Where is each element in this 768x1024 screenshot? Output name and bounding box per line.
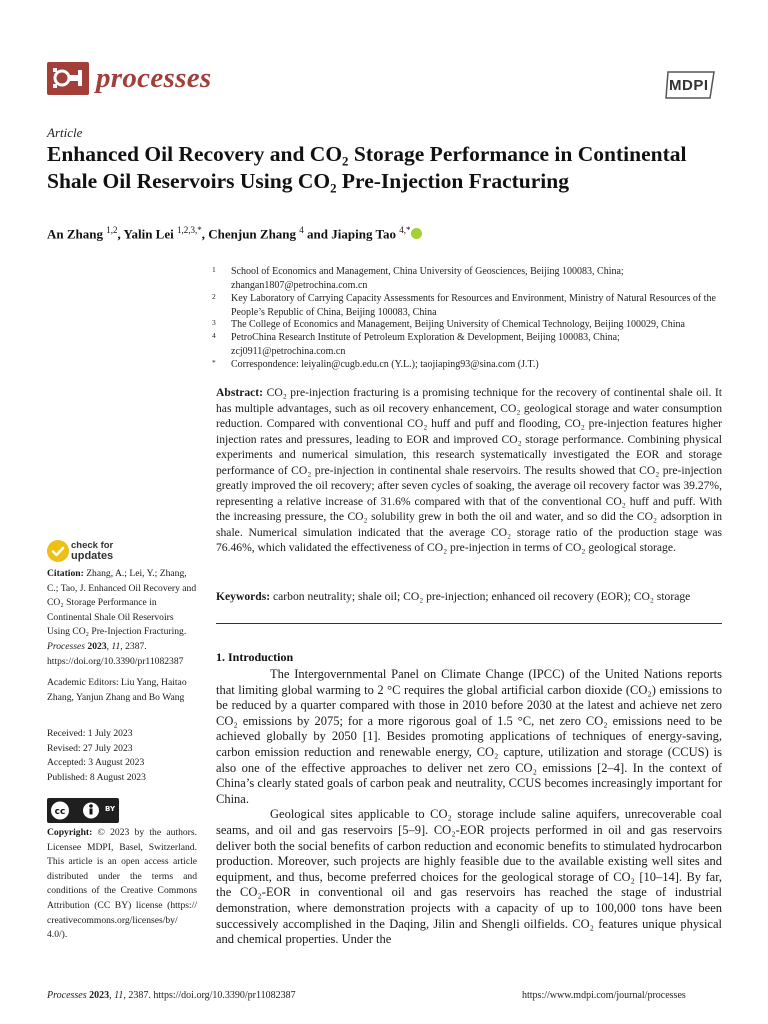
affiliation-text: Key Laboratory of Carrying Capacity Assessments for Resources and Environment, Ministry of Natural Resources of the People’s Republic of China, Beijing 100083, China [231, 293, 716, 318]
date-published: Published: 8 August 2023 [47, 771, 146, 783]
article-type: Article [47, 125, 83, 140]
copyright-text: © 2023 by the authors. Licensee MDPI, Basel, Switzerland. This article is an open access article distributed under the terms and conditions of the Creative Commons Attribution (CC BY) license (https:// creativecommons.org/licenses/by/ 4.0/). [47, 827, 197, 941]
abstract-label: Abstract: [216, 386, 264, 399]
author-separator: , [117, 226, 124, 242]
footer-journal: Processes [47, 990, 87, 1001]
author-affiliation: 1,2 [106, 225, 118, 235]
date-received: Received: 1 July 2023 [47, 728, 133, 739]
affiliation-1 [212, 265, 726, 292]
check-for-updates-icon[interactable] [47, 540, 69, 562]
affiliation-text: School of Economics and Management, China University of Geosciences, Beijing 100083, China; zhangan1807@petrochina.com.cn [231, 266, 624, 291]
affiliation-text: PetroChina Research Institute of Petroleum Exploration & Development, Beijing 100083, China; zcj0911@petrochina.com.cn [231, 332, 620, 357]
orcid-icon[interactable] [411, 228, 422, 239]
affiliation-text: Correspondence: leiyalin@cugb.edu.cn (Y.L.); taojiaping93@sina.com (J.T.) [231, 359, 539, 370]
publisher-name: MDPI [669, 77, 709, 94]
check-line-1: check for [71, 540, 114, 551]
journal-logo [47, 62, 89, 95]
footer-year: 2023 [89, 990, 110, 1001]
date-accepted: Accepted: 3 August 2023 [47, 757, 145, 769]
section-heading: 1. Introduction [216, 650, 294, 664]
author-separator: and [303, 226, 332, 242]
citation-volume: 11 [111, 640, 121, 652]
author-name: Yalin Lei [123, 226, 174, 242]
author-name: Chenjun Zhang [208, 226, 297, 242]
citation-journal: Processes [47, 640, 86, 652]
affiliation-number: 2 [212, 292, 216, 301]
date-revised: Revised: 27 July 2023 [47, 742, 133, 754]
divider [216, 623, 722, 624]
affiliation-number: 3 [212, 318, 216, 327]
author-name: Jiaping Tao [331, 226, 396, 242]
abstract [216, 385, 722, 556]
author-name: An Zhang [47, 226, 103, 242]
author-list [47, 225, 422, 242]
author-affiliation: 4,* [399, 225, 411, 235]
affiliation-text: The College of Economics and Management, Beijing University of Chemical Technology, Beijing 100029, China [231, 319, 685, 330]
affiliation-4 [212, 331, 726, 358]
intro-paragraph-1: The Intergovernmental Panel on Climate Change (IPCC) of the United Nations reports that limiting global warming to 2 °C requires the global artificial carbon dioxide (CO₂) emissions to be reduced by a quarter compared with those in 2010 before 2030 at the latest and achieve net zero CO₂ emissions by 2075; for a more rigorous goal of 1.5 °C, net zero CO₂ emissions need to be achieved globally by 2050 [1]. Besides promoting applications of techniques of energy-saving, carbon emission reduction and renewable energy, CO₂ capture, utilization and storage (CCUS) is also one of the effective approaches to deliver net zero CO₂ emissions [2–4]. In the context of China’s clearly stated goals of carbon peak and neutrality, CCUS becomes increasingly important for China. [216, 667, 722, 806]
svg-text:cc: cc [54, 807, 66, 817]
footer-doi-link[interactable]: , 2387. https://doi.org/10.3390/pr11082387 [123, 990, 296, 1001]
footer-journal-url[interactable]: https://www.mdpi.com/journal/processes [522, 990, 686, 1001]
intro-paragraph-2: Geological sites applicable to CO₂ storage include saline aquifers, unrecoverable coal seams, and oil and gas reservoirs [5–9]. CO₂-EOR projects performed in oil and gas reservoirs deliver both the social benefits of carbon reduction and economic benefits to stimulated hydrocarbon production. Moreover, such projects are highly feasible due to the available existing well sites and equipment, and thus, become preferred choices for the geological storage of CO₂ [10–14]. By far, the CO₂-EOR in conventional oil and gas reservoirs has reached the stage of industrial demonstration, where demonstration projects with a capacity of up to 100,000 tons have been successively accomplished in the Daqing, Jilin and Shengli oilfields. CO₂ features unique physical and chemical properties. Under the [216, 807, 722, 947]
check-for-updates-link[interactable] [71, 541, 113, 561]
affiliation-2 [212, 292, 726, 319]
keywords-label: Keywords: [216, 590, 271, 603]
affiliation-3 [212, 318, 726, 332]
copyright-label: Copyright: [47, 827, 93, 838]
cc-license-icon[interactable] [47, 798, 119, 823]
footer-volume: 11 [114, 990, 124, 1001]
author-separator: , [201, 226, 209, 242]
page-title: Enhanced Oil Recovery and CO₂ Storage Performance in Continental Shale Oil Reservoirs Using CO₂ Pre-Injection Fracturing [47, 142, 687, 193]
journal-name: processes [96, 62, 212, 94]
cc-by-label: BY [105, 805, 116, 813]
abstract-text: CO₂ pre-injection fracturing is a promising technique for the recovery of continental shale oil. It has multiple advantages, such as oil recovery enhancement, CO₂ geological storage and water consumption reduction. Compared with conventional CO₂ huff and puff and flooding, CO₂ pre-injection features higher injection rates and pressures, leading to EOR and improved CO₂ storage performance. Combining physical experiments and numerical simulation, this research systematically investigated the EOR and storage performance of CO₂ pre-injection in continental shale reservoirs. The results showed that CO₂ pre-injection greatly improved the oil recovery; after seven cycles of soaking, the average oil recovery factor was 39.27%, representing a relative increase of 31.6% compared with that of the conventional CO₂ huff and puff. With the increasing pressure, the CO₂ solubility grew in both the oil and water, and so did the CO₂ adsorption in shale. Numerical simulation indicated that the average CO₂ storage ratio of the production stage was 76.46%, which validated the effectiveness of CO₂ pre-injection in terms of CO₂ geological storage. [216, 386, 722, 554]
affiliation-number: 4 [212, 331, 216, 340]
citation-pages[interactable]: , 2387. https://doi.org/10.3390/pr11082387 [47, 640, 184, 667]
copyright-block [47, 826, 197, 943]
keywords [216, 589, 722, 605]
citation-year: 2023 [87, 640, 107, 652]
academic-editors: Academic Editors: Liu Yang, Haitao Zhang, Yanjun Zhang and Bo Wang [47, 677, 187, 703]
intro-body [216, 667, 722, 948]
publication-dates [47, 727, 197, 785]
citation-block: Citation: Zhang, A.; Lei, Y.; Zhang, C.; Tao, J. Enhanced Oil Recovery and CO₂ Storage Performance in Continental Shale Oil Reservoirs Using CO₂ Pre-Injection Fracturing. Processes 2023, 11, 2387. https://doi.org/10.3390/pr11082387 [47, 568, 197, 667]
author-affiliation: 1,2,3,* [177, 225, 202, 235]
affiliation-number: * [212, 358, 216, 367]
author-affiliation: 4 [299, 225, 304, 235]
correspondence [212, 358, 726, 372]
check-line-2: updates [71, 550, 114, 562]
footer-citation: Processes 2023, 11, 2387. https://doi.org/10.3390/pr11082387 [47, 990, 296, 1001]
citation-label: Citation: [47, 568, 84, 579]
citation-text: Zhang, A.; Lei, Y.; Zhang, C.; Tao, J. Enhanced Oil Recovery and CO₂ Storage Performance in Continental Shale Oil Reservoirs Using CO₂ Pre-Injection Fracturing. [47, 568, 197, 638]
keywords-text: carbon neutrality; shale oil; CO₂ pre-injection; enhanced oil recovery (EOR); CO₂ storage [273, 590, 691, 603]
affiliation-number: 1 [212, 265, 216, 274]
